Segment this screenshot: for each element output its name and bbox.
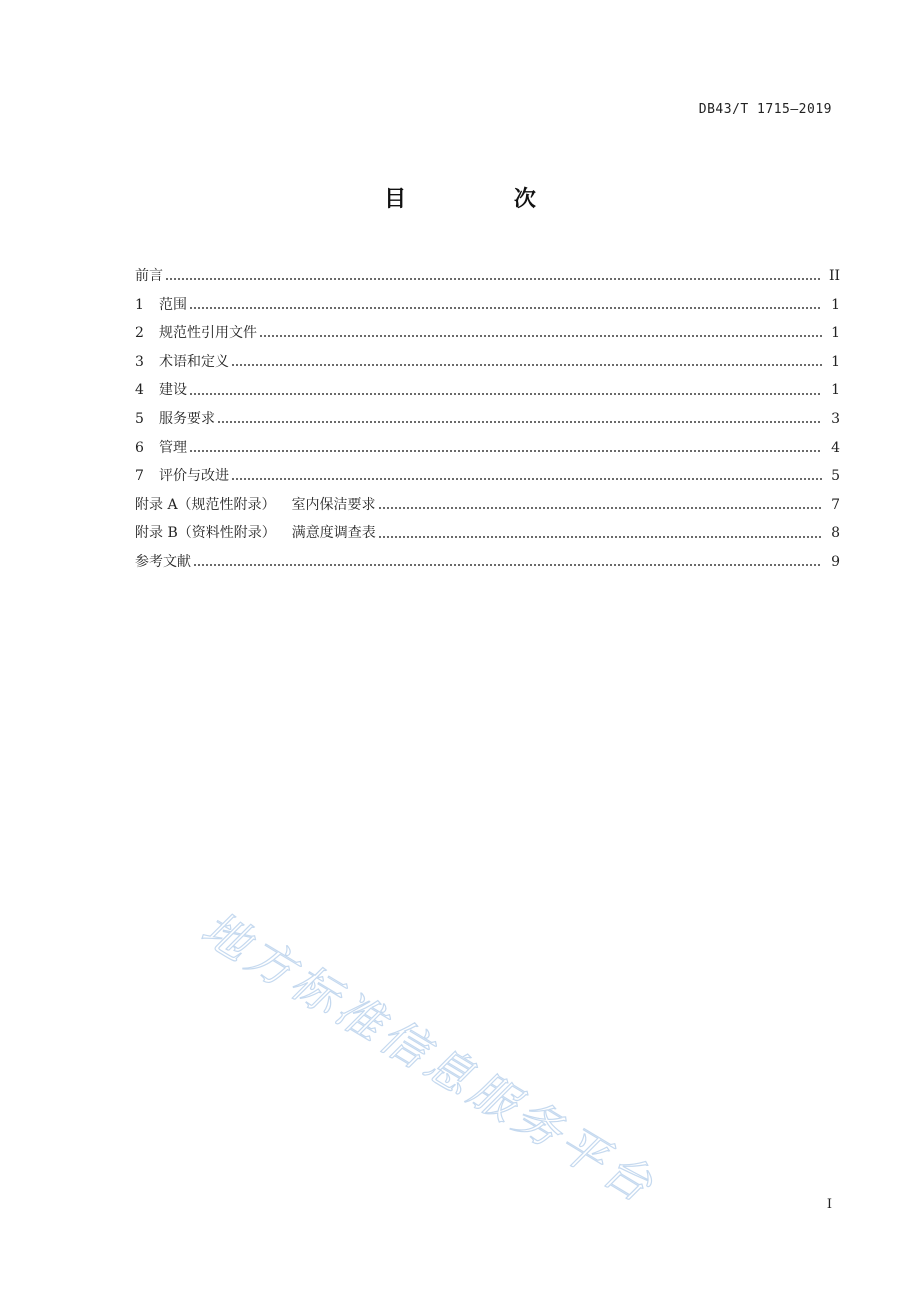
page-number: I bbox=[826, 1197, 832, 1212]
toc-entry-label bbox=[135, 519, 376, 548]
toc-leader-dots bbox=[231, 471, 822, 481]
toc-entry-bibliography[interactable] bbox=[135, 548, 840, 577]
toc-leader-dots bbox=[189, 300, 822, 310]
toc-entry-number: 2 bbox=[135, 325, 144, 342]
toc-appendix-designation: 附录 A（规范性附录） bbox=[135, 496, 276, 513]
toc-entry-page: 1 bbox=[831, 325, 840, 342]
watermark: 地方标准信息服务平台 bbox=[192, 900, 667, 1215]
toc-entry-number: 5 bbox=[135, 410, 144, 427]
toc-leader-dots bbox=[217, 414, 822, 424]
toc-entry-evaluation-improvement[interactable] bbox=[135, 462, 840, 491]
toc-entry-management[interactable] bbox=[135, 434, 840, 463]
toc-entry-number: 3 bbox=[135, 353, 144, 370]
toc-appendix-title: 满意度调查表 bbox=[291, 525, 376, 542]
toc-leader-dots bbox=[189, 443, 822, 453]
toc-leader-dots bbox=[378, 529, 822, 539]
toc-entry-page: 9 bbox=[831, 553, 840, 570]
toc-entry-page: 1 bbox=[831, 353, 840, 370]
toc-entry-label bbox=[135, 491, 376, 520]
toc-entry-number: 4 bbox=[135, 382, 144, 399]
toc-entry-label: 前言 bbox=[135, 268, 163, 284]
toc-entry-label: 建设 bbox=[159, 382, 187, 399]
toc-leader-dots bbox=[165, 271, 822, 281]
toc-entry-page: 8 bbox=[831, 525, 840, 542]
toc-leader-dots bbox=[193, 557, 822, 567]
toc-entry-appendix-a[interactable] bbox=[135, 491, 840, 520]
toc-entry-label: 服务要求 bbox=[159, 410, 215, 427]
toc-entry-service-requirements[interactable] bbox=[135, 405, 840, 434]
toc-leader-dots bbox=[189, 386, 822, 396]
toc-leader-dots bbox=[378, 500, 822, 510]
toc-entry-label: 管理 bbox=[159, 439, 187, 456]
toc-entry-page: 1 bbox=[831, 382, 840, 399]
toc-entry-number: 7 bbox=[135, 468, 144, 485]
toc-entry-page: 5 bbox=[831, 468, 840, 485]
toc-entry-page: 1 bbox=[831, 296, 840, 313]
toc-entry-number: 6 bbox=[135, 439, 144, 456]
page-title: 目 次 bbox=[384, 187, 586, 212]
toc-entry-label: 参考文献 bbox=[135, 553, 191, 570]
toc-leader-dots bbox=[231, 357, 822, 367]
toc-leader-dots bbox=[259, 328, 822, 338]
toc-entry-scope[interactable] bbox=[135, 291, 840, 320]
toc-entry-normative-references[interactable] bbox=[135, 319, 840, 348]
toc-appendix-title: 室内保洁要求 bbox=[291, 496, 376, 513]
toc-entry-label: 术语和定义 bbox=[159, 353, 229, 370]
table-of-contents bbox=[135, 262, 840, 577]
toc-entry-label: 评价与改进 bbox=[159, 468, 229, 485]
toc-entry-foreword[interactable] bbox=[135, 262, 840, 291]
toc-entry-page: 4 bbox=[831, 439, 840, 456]
toc-entry-number: 1 bbox=[135, 296, 144, 313]
toc-entry-page: 7 bbox=[831, 496, 840, 513]
toc-entry-construction[interactable] bbox=[135, 376, 840, 405]
toc-entry-page: 3 bbox=[831, 410, 840, 427]
toc-entry-terms-definitions[interactable] bbox=[135, 348, 840, 377]
toc-entry-label: 范围 bbox=[159, 296, 187, 313]
toc-appendix-designation: 附录 B（资料性附录） bbox=[135, 525, 276, 542]
toc-entry-appendix-b[interactable] bbox=[135, 519, 840, 548]
document-code: DB43/T 1715—2019 bbox=[698, 102, 832, 117]
toc-entry-label: 规范性引用文件 bbox=[159, 325, 257, 342]
toc-entry-page: II bbox=[828, 268, 840, 284]
